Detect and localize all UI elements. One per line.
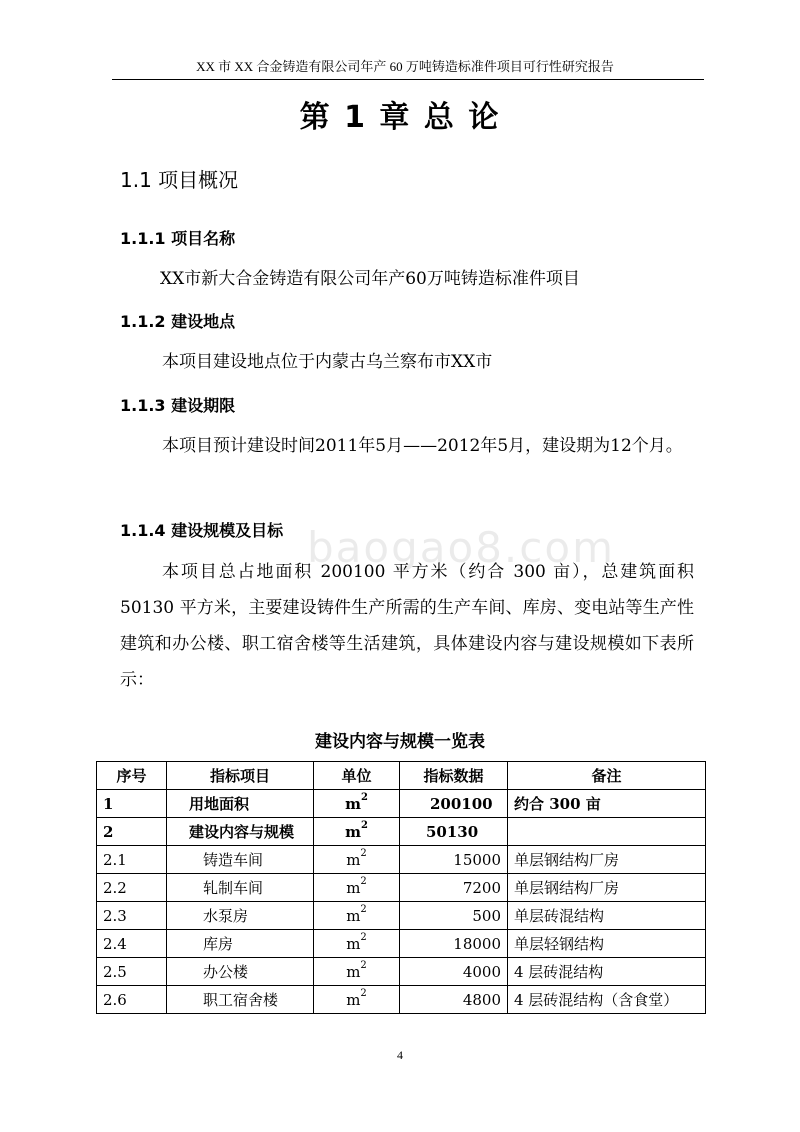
row-note [508, 818, 706, 846]
row-item: 职工宿舍楼 [167, 986, 314, 1014]
unit-base: m [346, 962, 361, 981]
row-value: 4000 [400, 958, 508, 986]
row-seq: 2.6 [97, 986, 167, 1014]
row-value: 4800 [400, 986, 508, 1014]
row-seq: 2.3 [97, 902, 167, 930]
table-row [97, 874, 706, 902]
table-header-row [97, 762, 706, 790]
running-header: XX 市 XX 合金铸造有限公司年产 60 万吨铸造标准件项目可行性研究报告 [196, 59, 614, 74]
row-value: 200100 [400, 790, 508, 818]
unit-exponent: 2 [360, 847, 367, 859]
subsection-heading-location: 1.1.2 建设地点 [120, 312, 236, 331]
row-note: 4 层砖混结构 [508, 958, 706, 986]
unit-base: m [345, 822, 361, 841]
unit-base: m [346, 990, 361, 1009]
subsection-heading-scale: 1.1.4 建设规模及目标 [120, 521, 284, 540]
row-unit [314, 846, 400, 874]
row-note: 单层钢结构厂房 [508, 846, 706, 874]
row-item: 水泵房 [167, 902, 314, 930]
row-item: 建设内容与规模 [167, 818, 314, 846]
table-caption: 建设内容与规模一览表 [315, 732, 485, 752]
row-seq: 2 [97, 818, 167, 846]
unit-exponent: 2 [360, 903, 367, 915]
row-value: 7200 [400, 874, 508, 902]
row-item: 用地面积 [167, 790, 314, 818]
row-item: 轧制车间 [167, 874, 314, 902]
row-item: 铸造车间 [167, 846, 314, 874]
unit-base: m [346, 850, 361, 869]
row-note: 单层轻钢结构 [508, 930, 706, 958]
table-row [97, 958, 706, 986]
row-item: 办公楼 [167, 958, 314, 986]
paragraph-location: 本项目建设地点位于内蒙古乌兰察布市XX市 [162, 352, 493, 372]
row-unit [314, 986, 400, 1014]
row-unit [314, 958, 400, 986]
row-value: 18000 [400, 930, 508, 958]
header-note: 备注 [508, 762, 706, 790]
row-unit [314, 930, 400, 958]
header-item: 指标项目 [167, 762, 314, 790]
row-seq: 2.4 [97, 930, 167, 958]
header-unit: 单位 [314, 762, 400, 790]
construction-table [96, 761, 706, 1014]
table-row [97, 790, 706, 818]
page-number: 4 [397, 1048, 403, 1062]
table-row [97, 902, 706, 930]
unit-base: m [345, 794, 361, 813]
row-seq: 2.1 [97, 846, 167, 874]
row-value: 15000 [400, 846, 508, 874]
row-seq: 2.5 [97, 958, 167, 986]
unit-base: m [346, 934, 361, 953]
row-unit [314, 818, 400, 846]
unit-exponent: 2 [360, 931, 367, 943]
unit-exponent: 2 [360, 987, 367, 999]
row-unit [314, 874, 400, 902]
unit-exponent: 2 [360, 959, 367, 971]
row-item: 库房 [167, 930, 314, 958]
watermark: baogao8.com [307, 523, 615, 572]
chapter-title: 第 1 章 总 论 [299, 100, 501, 135]
row-value: 500 [400, 902, 508, 930]
header-value: 指标数据 [400, 762, 508, 790]
subsection-heading-name: 1.1.1 项目名称 [120, 229, 236, 248]
unit-exponent: 2 [360, 875, 367, 887]
header-seq: 序号 [97, 762, 167, 790]
section-heading: 1.1 项目概况 [120, 168, 239, 192]
table-row [97, 846, 706, 874]
row-seq: 2.2 [97, 874, 167, 902]
row-value: 50130 [400, 818, 508, 846]
row-seq: 1 [97, 790, 167, 818]
row-unit [314, 790, 400, 818]
table-row [97, 930, 706, 958]
paragraph-scale: 本项目总占地面积 200100 平方米（约合 300 亩），总建筑面积 50130 平方米，主要建设铸件生产所需的生产车间、库房、变电站等生产性建筑和办公楼、职工宿舍楼等生活建筑，具体建设内容与建设规模如下表所示： [120, 562, 694, 690]
row-note: 单层钢结构厂房 [508, 874, 706, 902]
subsection-heading-period: 1.1.3 建设期限 [120, 396, 236, 415]
unit-base: m [346, 906, 361, 925]
unit-base: m [346, 878, 361, 897]
table-row [97, 986, 706, 1014]
table-body [97, 790, 706, 1014]
row-note: 约合 300 亩 [508, 790, 706, 818]
header-rule [112, 79, 704, 80]
row-unit [314, 902, 400, 930]
table-row [97, 818, 706, 846]
paragraph-period: 本项目预计建设时间2011年5月——2012年5月，建设期为12个月。 [162, 436, 683, 456]
paragraph-project-name: XX市新大合金铸造有限公司年产60万吨铸造标准件项目 [160, 269, 580, 289]
unit-exponent: 2 [360, 819, 368, 831]
unit-exponent: 2 [360, 791, 368, 803]
row-note: 单层砖混结构 [508, 902, 706, 930]
row-note: 4 层砖混结构（含食堂） [508, 986, 706, 1014]
